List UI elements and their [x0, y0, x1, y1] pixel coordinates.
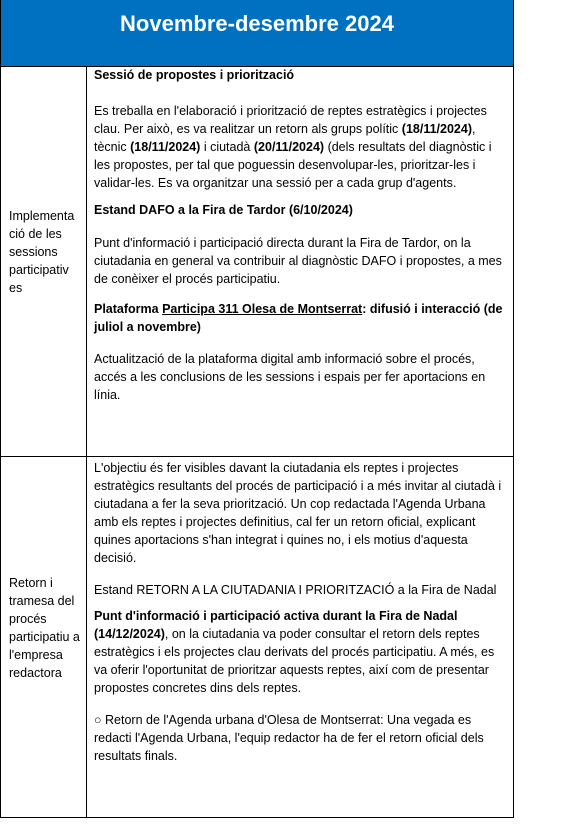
s1-paragraph: Es treballa en l'elaboració i priorització de reptes estratègics i projectes clau. Per això, es va realitzar un retorn als grups polític (18/11/2024), tècnic (18/11/2024) i ciutadà (20/11/2024) (dels resultats del diagnòstic i les propostes, per tal que poguessin desenvolupar-les, prioritzar-les i validar-les. Es va organitzar una sessió per a cada grup d'agents.: [94, 104, 492, 190]
table-bottom-border: [1, 817, 513, 818]
s2-paragraph: Punt d'informació i participació directa durant la Fira de Tardor, on la ciutadania en general va contribuir al diagnòstic DAFO i propostes, a mes de conèixer el procés participatiu.: [94, 236, 502, 286]
r2-paragraph-3: Punt d'informació i participació activa durant la Fira de Nadal (14/12/2024), on la ciutadania va poder consultar el retorn dels reptes estratègics i els projectes clau derivats del procés participatiu. A més, es va oferir l'oportunitat de prioritzar aquests reptes, així com de presentar propostes concretes dins dels reptes.: [94, 609, 495, 695]
r2-paragraph-1: L'objectiu és fer visibles davant la ciutadania els reptes i projectes estratègics resultants del procés de participació i a més invitar al ciutadà i ciutadana a fer la seva priorització. Un cop redactada l'Agenda Urbana amb els reptes i projectes definitius, cal fer un retorn oficial, explicant quines aportacions s'han integrat i quines no, i els motius d'aquesta decisió.: [94, 461, 502, 565]
column-divider: [86, 66, 87, 818]
r2-paragraph-4: ○ Retorn de l'Agenda urbana d'Olesa de Montserrat: Una vegada es redacti l'Agenda Urbana, l'equip redactor ha de fer el retorn oficial dels resultats finals.: [94, 713, 484, 763]
row1-content: [94, 66, 508, 404]
s3-title: Plataforma Participa 311 Olesa de Montserrat: difusió i interacció (de juliol a novembre): [94, 302, 503, 334]
r2-paragraph-2: Estand RETORN A LA CIUTADANIA I PRIORITZACIÓ a la Fira de Nadal: [94, 583, 497, 597]
s2-title: Estand DAFO a la Fira de Tardor (6/10/2024): [94, 203, 353, 217]
s3-paragraph: Actualització de la plataforma digital amb informació sobre el procés, accés a les conclusions de les sessions i espais per fer aportacions en línia.: [94, 352, 486, 402]
row-label-implementation: Implementa ció de les sessions participativ es: [9, 209, 75, 295]
table-header: [1, 0, 513, 67]
header-title: Novembre-desembre 2024: [120, 11, 394, 36]
row2-content: [94, 459, 508, 765]
participa-link[interactable]: Participa 311 Olesa de Montserrat: [162, 302, 363, 316]
row-label-return: Retorn i tramesa del procés participatiu a l'empresa redactora: [9, 576, 80, 680]
s1-title: Sessió de propostes i priorització: [94, 68, 295, 82]
row-divider: [1, 456, 513, 457]
